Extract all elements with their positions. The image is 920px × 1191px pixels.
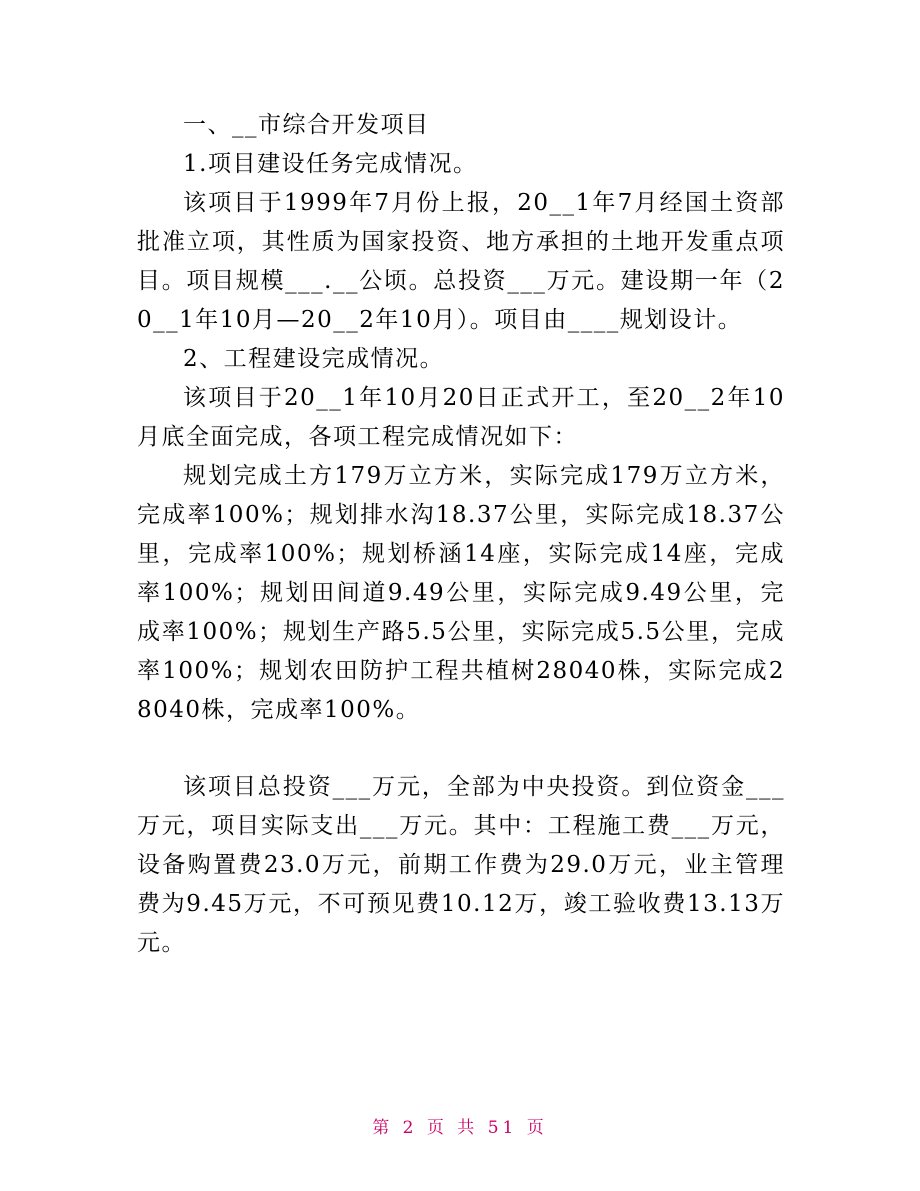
page-number-footer: 第 2 页 共 51 页 — [372, 1118, 548, 1138]
section1-body: 该项目于1999年7月份上报，20__1年7月经国土资部批准立项，其性质为国家投资、地方承担的土地开发重点项目。项目规模___.__公顷。总投资___万元。建设期一年（20__1年10月—20__2年10月）。项目由____规划设计。 — [137, 190, 785, 333]
investment-body: 该项目总投资___万元，全部为中央投资。到位资金___万元，项目实际支出___万元。其中：工程施工费___万元，设备购置费23.0万元，前期工作费为29.0万元，业主管理费为9.45万元，不可预见费10.12万，竣工验收费13.13万元。 — [137, 774, 785, 956]
section2-body: 该项目于20__1年10月20日正式开工，至20__2年10月底全面完成，各项工程完成情况如下： — [137, 385, 785, 450]
section2-details: 规划完成土方179万立方米，实际完成179万立方米，完成率100%；规划排水沟18.37公里，实际完成18.37公里，完成率100%；规划桥涵14座，实际完成14座，完成率100%；规划田间道9.49公里，实际完成9.49公里，完成率100%；规划生产路5.5公里，实际完成5.5公里，完成率100%；规划农田防护工程共植树28040株，实际完成28040株，完成率100%。 — [137, 463, 785, 723]
paragraph-gap — [137, 730, 785, 768]
document-body — [137, 106, 785, 963]
section2-title: 2、工程建设完成情况。 — [183, 346, 445, 372]
section1-title: 1.项目建设任务完成情况。 — [183, 151, 478, 177]
heading: 一、__市综合开发项目 — [183, 112, 430, 138]
